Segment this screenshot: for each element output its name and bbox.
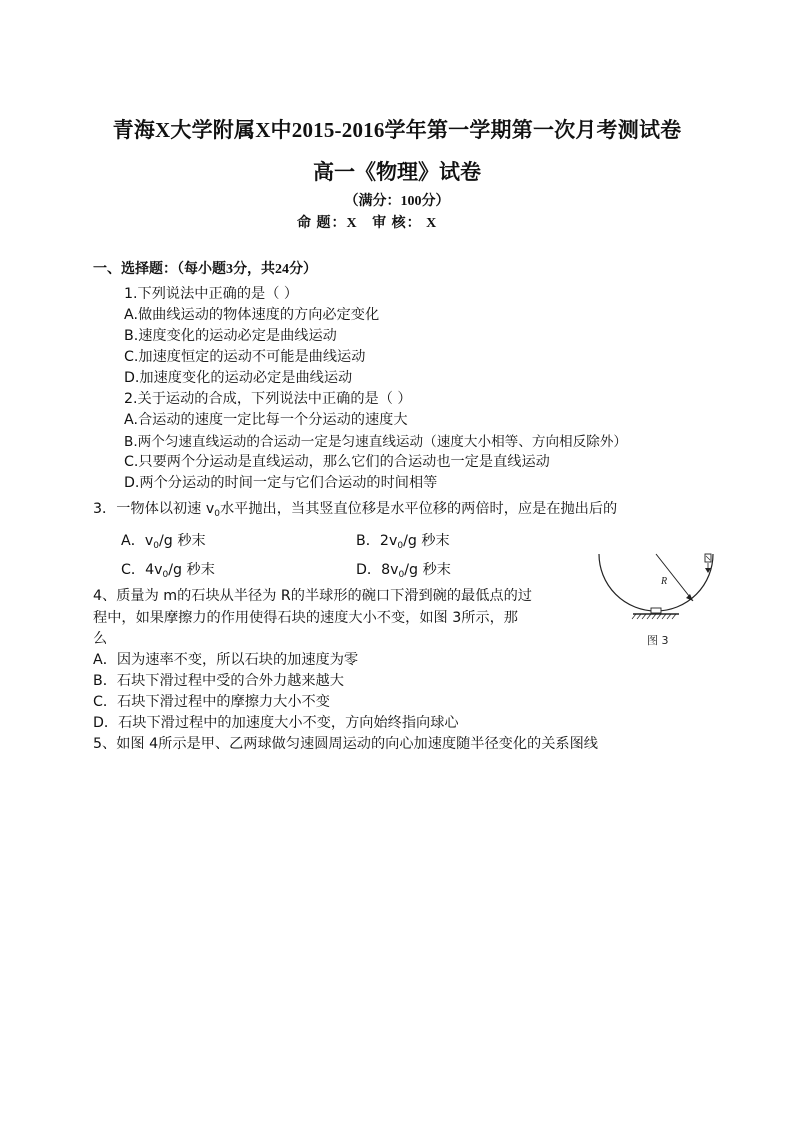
reviewer-label: 审 核： X — [372, 216, 438, 231]
exam-subtitle: 高一《物理》试卷 — [313, 160, 481, 184]
question-4-stem-line-2: 程中，如果摩擦力的作用使得石块的速度大小不变，如图 3所示，那 — [93, 610, 518, 626]
bowl-arc — [599, 554, 713, 611]
question-2-option-c: C.只要两个分运动是直线运动，那么它们的合运动也一定是直线运动 — [124, 454, 550, 470]
question-2-option-a: A.合运动的速度一定比每一个分运动的速度大 — [124, 412, 408, 428]
question-1-option-c: C.加速度恒定的运动不可能是曲线运动 — [124, 349, 366, 365]
question-3-stem: 3．一物体以初速 $v_0$水平抛出，当其竖直位移是水平位移的两倍时，应是在抛出后的 — [93, 501, 618, 519]
question-3-option-c: C．$4v_0/g$ 秒末 — [121, 562, 215, 580]
question-4-option-b: B．石块下滑过程中受的合外力越来越大 — [93, 673, 344, 689]
question-3-option-b: B．$2v_0/g$ 秒末 — [356, 533, 450, 551]
question-2-option-d: D.两个分运动的时间一定与它们合运动的时间相等 — [124, 475, 438, 491]
exam-title: 青海X大学附属X中2015-2016学年第一学期第一次月考测试卷 — [112, 118, 682, 142]
question-4-option-c: C．石块下滑过程中的摩擦力大小不变 — [93, 694, 330, 710]
question-1-option-d: D.加速度变化的运动必定是曲线运动 — [124, 370, 353, 386]
question-3-option-a: A．$v_0/g$ 秒末 — [121, 533, 206, 551]
bowl-base — [651, 608, 661, 613]
section-heading: 一、选择题：（每小题3分，共24分） — [93, 262, 317, 277]
question-4-option-d: D．石块下滑过程中的加速度大小不变，方向始终指向球心 — [93, 715, 459, 731]
question-1-option-b: B.速度变化的运动必定是曲线运动 — [124, 328, 337, 344]
question-2-stem: 2.关于运动的合成，下列说法中正确的是（ ） — [124, 391, 412, 407]
question-4-option-a: A．因为速率不变，所以石块的加速度为零 — [93, 652, 359, 668]
question-4-stem-line-3: 么 — [93, 631, 108, 647]
full-score: （满分：100分） — [344, 194, 450, 209]
question-5-stem: 5、如图 4所示是甲、乙两球做匀速圆周运动的向心加速度随半径变化的关系图线 — [93, 736, 598, 752]
question-1-stem: 1.下列说法中正确的是（ ） — [124, 286, 299, 302]
question-1-option-a: A.做曲线运动的物体速度的方向必定变化 — [124, 307, 380, 323]
bowl-figure — [595, 548, 719, 648]
question-4-stem-line-1: 4、质量为 m的石块从半径为 R的半球形的碗口下滑到碗的最低点的过 — [93, 588, 532, 604]
question-2-option-b: B.两个匀速直线运动的合运动一定是匀速直线运动（速度大小相等、方向相反除外） — [124, 434, 628, 450]
author-label: 命 题：X — [297, 216, 358, 231]
author-line — [297, 212, 447, 232]
ground-hatch — [632, 614, 676, 619]
figure-caption: 图 3 — [647, 634, 669, 647]
radius-label: R — [661, 576, 668, 587]
question-3-option-d: D．$8v_0/g$ 秒末 — [356, 562, 451, 580]
